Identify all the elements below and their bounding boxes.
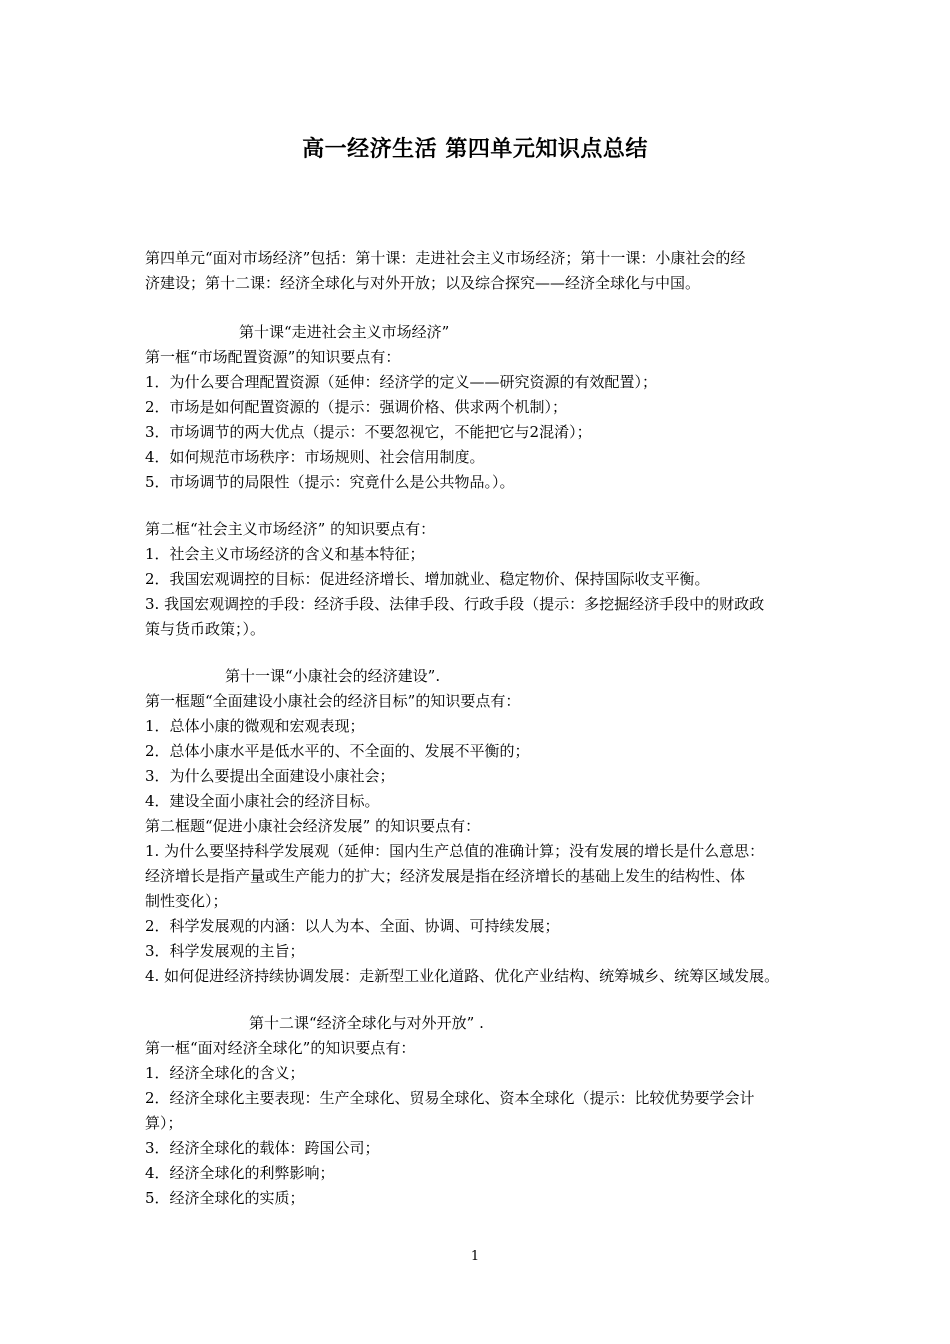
list-item: 5．市场调节的局限性（提示：究竟什么是公共物品。）。 — [145, 473, 515, 491]
list-item: 4．建设全面小康社会的经济目标。 — [145, 792, 380, 810]
lesson-11-heading: 第十一课“小康社会的经济建设”. — [225, 667, 441, 685]
list-item: 制性变化）； — [145, 892, 228, 910]
document-body — [145, 246, 825, 1211]
list-item: 3．科学发展观的主旨； — [145, 942, 305, 960]
list-item: 2．市场是如何配置资源的（提示：强调价格、供求两个机制）； — [145, 398, 568, 416]
lesson-11-frame-1-heading: 第一框题“全面建设小康社会的经济目标”的知识要点有： — [145, 692, 521, 710]
list-item: 4. 如何促进经济持续协调发展：走新型工业化道路、优化产业结构、统筹城乡、统筹区域发展。 — [145, 967, 780, 985]
lesson-10-frame-2-heading: 第二框“社会主义市场经济” 的知识要点有： — [145, 520, 436, 538]
list-item: 1．总体小康的微观和宏观表现； — [145, 717, 365, 735]
page-number: 1 — [470, 1249, 480, 1264]
lesson-11-frame-2-heading: 第二框题“促进小康社会经济发展” 的知识要点有： — [145, 817, 481, 835]
list-item: 4．经济全球化的利弊影响； — [145, 1164, 335, 1182]
lesson-10-frame-1-heading: 第一框“市场配置资源”的知识要点有： — [145, 348, 401, 366]
intro-line: 济建设；第十二课：经济全球化与对外开放；以及综合探究——经济全球化与中国。 — [145, 274, 701, 292]
list-item: 策与货币政策；）。 — [145, 620, 266, 638]
list-item: 3．为什么要提出全面建设小康社会； — [145, 767, 395, 785]
list-item: 1. 为什么要坚持科学发展观（延伸：国内生产总值的准确计算；没有发展的增长是什么意思： — [145, 842, 765, 860]
document-title: 高一经济生活 第四单元知识点总结 — [302, 136, 648, 162]
list-item: 1．为什么要合理配置资源（延伸：经济学的定义——研究资源的有效配置）； — [145, 373, 658, 391]
list-item: 2．经济全球化主要表现：生产全球化、贸易全球化、资本全球化（提示：比较优势要学会计 — [145, 1089, 755, 1107]
list-item: 1．经济全球化的含义； — [145, 1064, 305, 1082]
list-item: 经济增长是指产量或生产能力的扩大；经济发展是指在经济增长的基础上发生的结构性、体 — [145, 867, 746, 885]
list-item: 3．市场调节的两大优点（提示：不要忽视它，不能把它与2混淆）； — [145, 423, 592, 441]
lesson-12-heading: 第十二课“经济全球化与对外开放” . — [249, 1014, 484, 1032]
list-item: 5．经济全球化的实质； — [145, 1189, 305, 1207]
list-item: 4．如何规范市场秩序：市场规则、社会信用制度。 — [145, 448, 485, 466]
list-item: 1．社会主义市场经济的含义和基本特征； — [145, 545, 425, 563]
list-item: 算）； — [145, 1114, 183, 1132]
lesson-10-heading: 第十课“走进社会主义市场经济” — [239, 323, 450, 341]
intro-line: 第四单元“面对市场经济”包括：第十课：走进社会主义市场经济；第十一课：小康社会的经 — [145, 249, 746, 267]
list-item: 2．科学发展观的内涵：以人为本、全面、协调、可持续发展； — [145, 917, 560, 935]
list-item: 3. 我国宏观调控的手段：经济手段、法律手段、行政手段（提示：多挖掘经济手段中的财政政 — [145, 595, 765, 613]
list-item: 2．我国宏观调控的目标：促进经济增长、增加就业、稳定物价、保持国际收支平衡。 — [145, 570, 710, 588]
list-item: 3．经济全球化的载体：跨国公司； — [145, 1139, 380, 1157]
lesson-12-frame-1-heading: 第一框“面对经济全球化”的知识要点有： — [145, 1039, 416, 1057]
list-item: 2．总体小康水平是低水平的、不全面的、发展不平衡的； — [145, 742, 530, 760]
